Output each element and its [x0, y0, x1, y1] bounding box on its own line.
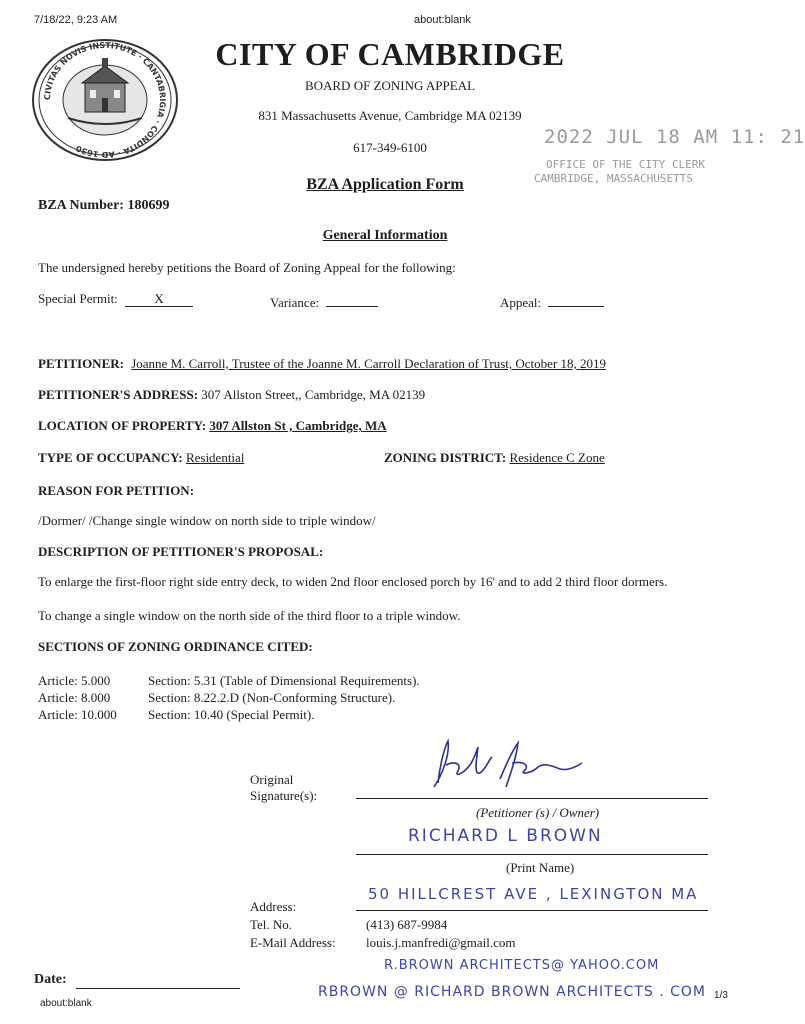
- petitioner-value: Joanne M. Carroll, Trustee of the Joanne M. Carroll Declaration of Trust, October 18, 2019: [131, 356, 607, 371]
- board-title: BOARD OF ZONING APPEAL: [304, 78, 476, 93]
- special-permit-label: Special Permit:: [38, 291, 118, 306]
- location-field: [38, 418, 387, 434]
- occupancy-label: TYPE OF OCCUPANCY:: [38, 450, 183, 465]
- reason-text: /Dormer/ /Change single window on north side to triple window/: [38, 513, 376, 528]
- handwritten-print-name: RICHARD L BROWN: [408, 826, 603, 846]
- special-permit-field: [38, 291, 193, 307]
- sections-list: [148, 672, 420, 723]
- signature-line: [356, 798, 708, 799]
- petitioner-address-label: PETITIONER'S ADDRESS:: [38, 387, 199, 402]
- handwritten-email-1: R.BROWN ARCHITECTS@ YAHOO.COM: [384, 958, 660, 973]
- clerk-stamp-city: CAMBRIDGE, MASSACHUSETTS: [534, 172, 693, 185]
- date-label: Date:: [34, 972, 67, 987]
- bza-number: [38, 198, 169, 214]
- email-label: E-Mail Address:: [250, 935, 336, 950]
- reason-heading: REASON FOR PETITION:: [38, 483, 195, 498]
- occupancy-value: Residential: [185, 450, 245, 465]
- sections-heading: SECTIONS OF ZONING ORDINANCE CITED:: [38, 639, 313, 654]
- special-permit-value: X: [125, 291, 193, 307]
- sections-articles: [38, 672, 117, 723]
- original-signature-label: Original Signature(s):: [250, 772, 318, 803]
- variance-value: [326, 291, 378, 307]
- general-info-heading: General Information: [322, 228, 448, 243]
- zoning-district-value: Residence C Zone: [509, 450, 605, 465]
- print-page-title: about:blank: [414, 14, 471, 26]
- description-heading: DESCRIPTION OF PETITIONER'S PROPOSAL:: [38, 544, 324, 559]
- clerk-stamp-date: 2022 JUL 18 AM 11: 21: [544, 126, 805, 148]
- petitioner-address-field: [38, 387, 425, 403]
- petitioner-address-value: 307 Allston Street,, Cambridge, MA 02139: [201, 387, 426, 402]
- bza-number-label: BZA Number:: [38, 198, 124, 213]
- form-title: BZA Application Form: [306, 176, 464, 193]
- appeal-value: [548, 291, 604, 307]
- signature-scribble: [420, 735, 590, 795]
- general-info-intro: The undersigned hereby petitions the Board of Zoning Appeal for the following:: [38, 260, 456, 275]
- petitioner-field: [38, 356, 606, 372]
- description-line-2: To change a single window on the north side of the third floor to a triple window.: [38, 608, 461, 623]
- zoning-district-field: [384, 450, 605, 466]
- clerk-stamp-office: OFFICE OF THE CITY CLERK: [546, 158, 705, 171]
- email-value: louis.j.manfredi@gmail.com: [366, 935, 516, 950]
- variance-field: [270, 291, 378, 311]
- section-row-section: Section: 8.22.2.D (Non-Conforming Structure).: [148, 690, 396, 705]
- handwritten-email-2: RBROWN @ RICHARD BROWN ARCHITECTS . COM: [318, 984, 706, 1000]
- city-title: CITY OF CAMBRIDGE: [215, 36, 565, 72]
- section-row-article: Article: 5.000: [38, 673, 111, 688]
- section-row-article: Article: 8.000: [38, 690, 111, 705]
- bza-number-value: 180699: [127, 198, 170, 213]
- variance-label: Variance:: [270, 295, 320, 310]
- occupancy-field: [38, 450, 244, 466]
- date-line: [76, 988, 240, 989]
- handwritten-address: 50 HILLCREST AVE , LEXINGTON MA: [368, 885, 699, 903]
- description-line-1: To enlarge the first-floor right side entry deck, to widen 2nd floor enclosed porch by 16' and to add 2 third floor dormers.: [38, 574, 668, 589]
- board-address: 831 Massachusetts Avenue, Cambridge MA 02139: [258, 108, 522, 123]
- zoning-district-label: ZONING DISTRICT:: [384, 450, 507, 465]
- print-name-line: [356, 854, 708, 855]
- seal-text: CIVITAS NOVIS INSTITUTE · CANTABRIGIA · CONDITA · AD 1630: [42, 40, 168, 160]
- board-phone: 617-349-6100: [353, 140, 427, 155]
- print-footer-url: about:blank: [40, 998, 92, 1009]
- tel-value: (413) 687-9984: [366, 917, 448, 932]
- section-row-section: Section: 10.40 (Special Permit).: [148, 707, 315, 722]
- address-line: [356, 910, 708, 911]
- city-seal: [30, 38, 180, 163]
- appeal-field: [500, 291, 604, 311]
- location-label: LOCATION OF PROPERTY:: [38, 418, 207, 433]
- print-datetime: 7/18/22, 9:23 AM: [34, 14, 118, 26]
- tel-label: Tel. No.: [250, 917, 293, 932]
- section-row-section: Section: 5.31 (Table of Dimensional Requirements).: [148, 673, 420, 688]
- print-name-caption: (Print Name): [506, 860, 575, 875]
- petitioner-owner-caption: (Petitioner (s) / Owner): [476, 805, 600, 820]
- section-row-article: Article: 10.000: [38, 707, 117, 722]
- appeal-label: Appeal:: [500, 295, 542, 310]
- petitioner-label: PETITIONER:: [38, 356, 124, 371]
- location-value: 307 Allston St , Cambridge, MA: [209, 418, 387, 433]
- address-label: Address:: [250, 899, 297, 914]
- print-page-count: 1/3: [714, 990, 728, 1001]
